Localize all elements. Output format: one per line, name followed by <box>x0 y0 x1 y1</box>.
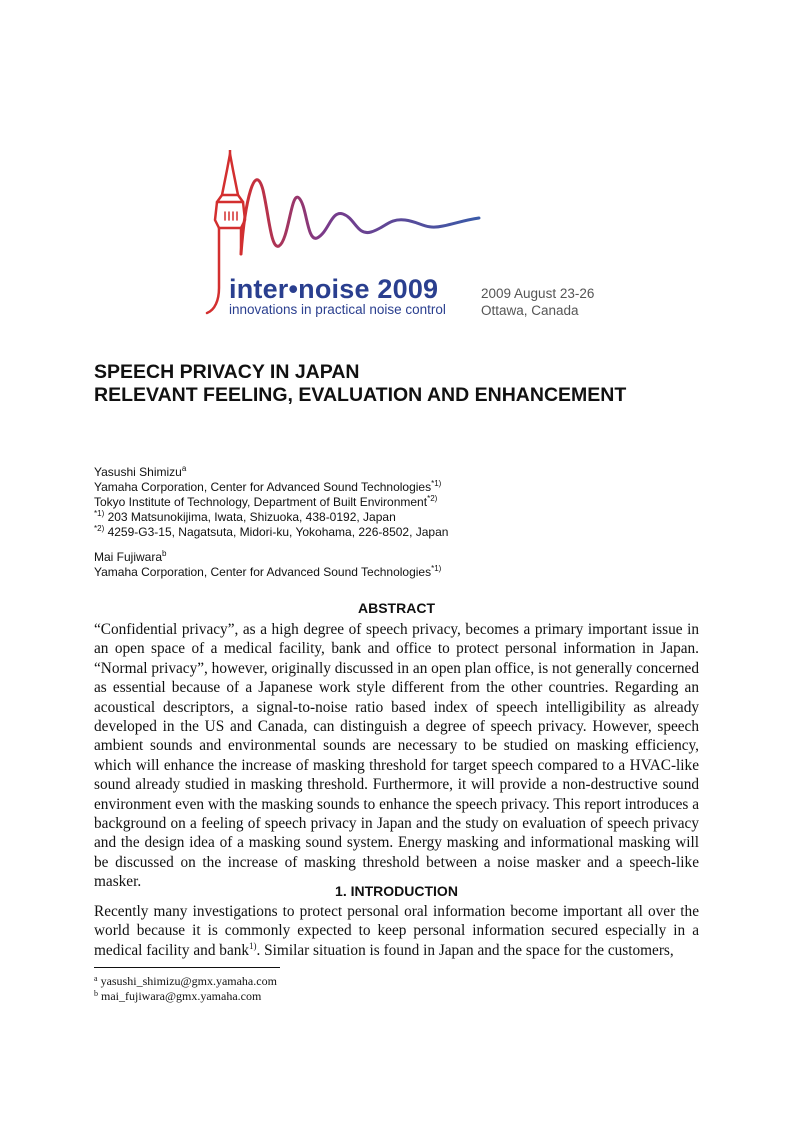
paper-title <box>94 361 626 407</box>
address-text: 4259-G3-15, Nagatsuta, Midori-ku, Yokohama, 226-8502, Japan <box>104 525 449 539</box>
intro-text: Recently many investigations to protect personal oral information become important all over the world because it is commonly expected to keep personal information secured especially in a medical facility and bank <box>94 903 699 959</box>
conference-logo <box>197 150 617 325</box>
author-2 <box>94 550 448 565</box>
footnotes <box>94 974 277 1004</box>
affiliation-mark: *1) <box>431 564 442 573</box>
footnote-divider <box>94 967 280 968</box>
affiliation-mark: *1) <box>431 479 442 488</box>
title-line-1: SPEECH PRIVACY IN JAPAN <box>94 361 360 383</box>
address-mark: *1) <box>94 509 105 518</box>
footnote-mark: a <box>94 974 98 983</box>
sound-wave-icon <box>241 180 479 254</box>
affiliation-3 <box>94 565 448 580</box>
abstract-heading: ABSTRACT <box>358 600 435 616</box>
footnote-mark: b <box>94 989 98 998</box>
address-1 <box>94 510 448 525</box>
footnote-a <box>94 974 277 989</box>
affiliation-text: Tokyo Institute of Technology, Department of Built Environment <box>94 495 428 509</box>
footnote-b <box>94 989 277 1004</box>
title-line-2: RELEVANT FEELING, EVALUATION AND ENHANCEMENT <box>94 384 627 406</box>
address-text: 203 Matsunokijima, Iwata, Shizuoka, 438-0192, Japan <box>104 510 396 524</box>
author-mark: a <box>181 464 187 473</box>
author-mark: b <box>162 549 167 558</box>
author-1 <box>94 465 448 480</box>
introduction-heading: 1. INTRODUCTION <box>335 883 458 899</box>
reference-mark: 1) <box>249 940 257 951</box>
logo-title: inter•noise 2009 <box>229 274 439 304</box>
affiliation-text: Yamaha Corporation, Center for Advanced Sound Technologies <box>94 565 432 579</box>
intro-text-continued: . Similar situation is found in Japan and the space for the customers, <box>256 941 674 959</box>
author-block <box>94 465 448 580</box>
author-name: Mai Fujiwara <box>94 550 163 564</box>
affiliation-1 <box>94 480 448 495</box>
conference-location: Ottawa, Canada <box>481 303 579 318</box>
introduction-body <box>94 902 699 960</box>
footnote-email: yasushi_shimizu@gmx.yamaha.com <box>100 974 277 988</box>
abstract-body: “Confidential privacy”, as a high degree of speech privacy, becomes a primary important issue in an open space of a medical facility, bank and office to protect personal information in Japan. “Normal privacy”, however, originally discussed in an open plan office, is not generally concerned as essential because of a Japanese work style different from the other countries. Regarding an acoustical descriptors, a signal-to-noise ratio based index of speech intelligibility as already developed in the US and Canada, can distinguish a degree of speech privacy. However, speech ambient sounds and environmental sounds are necessary to be studied on masking efficiency, which will enhance the increase of masking threshold for target speech compared to a HVAC-like sound already studied in masking threshold. Furthermore, it will provide a non-destructive sound environment even with the masking sounds to enhance the speech privacy. This report introduces a background on a feeling of speech privacy in Japan and the study on evaluation of speech privacy and the design idea of a masking sound system. Energy masking and informational masking will be discussed on the increase of masking threshold between a noise masker and a speech-like masker. <box>94 621 699 891</box>
address-mark: *2) <box>94 524 105 533</box>
affiliation-mark: *2) <box>427 494 438 503</box>
affiliation-2 <box>94 495 448 510</box>
address-2 <box>94 525 448 540</box>
author-name: Yasushi Shimizu <box>94 465 182 479</box>
footnote-email: mai_fujiwara@gmx.yamaha.com <box>101 989 262 1003</box>
conference-date: 2009 August 23-26 <box>481 286 595 301</box>
logo-tagline: innovations in practical noise control <box>229 302 446 317</box>
affiliation-text: Yamaha Corporation, Center for Advanced Sound Technologies <box>94 480 432 494</box>
